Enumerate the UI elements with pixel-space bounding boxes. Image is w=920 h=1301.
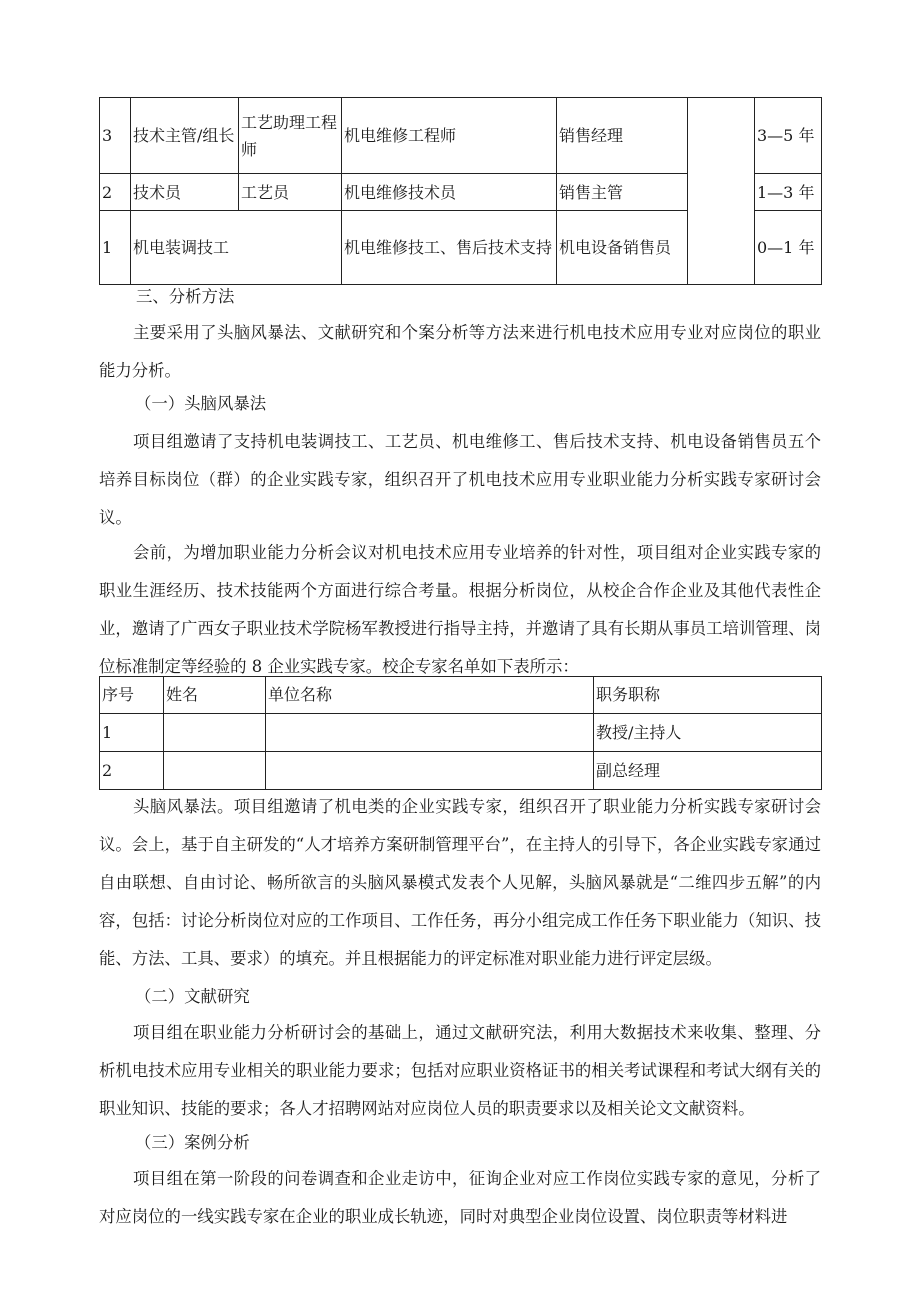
repair-cell: 机电维修技工、售后技术支持 xyxy=(342,211,557,285)
subsection-heading-1: （一）头脑风暴法 xyxy=(135,394,267,413)
repair-cell: 机电维修工程师 xyxy=(342,98,557,174)
sales-cell: 机电设备销售员 xyxy=(557,211,688,285)
repair-cell: 机电维修技术员 xyxy=(342,174,557,211)
table-cell xyxy=(164,752,266,790)
paragraph: 会前，为增加职业能力分析会议对机电技术应用专业培养的针对性，项目组对企业实践专家的职业生涯经历、技术技能两个方面进行综合考量。根据分析岗位，从校企合作企业及其他代表性企业，邀请了广西女子职业技术学院杨军教授进行指导主持，并邀请了具有长期从事员工培训管理、岗位标准制定等经验的 8 企业实践专家。校企专家名单如下表所示： xyxy=(99,543,821,676)
paragraph: 项目组邀请了支持机电装调技工、工艺员、机电维修工、售后技术支持、机电设备销售员五个培养目标岗位（群）的企业实践专家，组织召开了机电技术应用专业职业能力分析实践专家研讨会议。 xyxy=(99,432,821,527)
table-cell xyxy=(266,714,594,752)
table-cell xyxy=(164,714,266,752)
craft-cell: 工艺助理工程师 xyxy=(239,98,342,174)
subsection-heading-3: （三）案例分析 xyxy=(135,1133,250,1152)
table-cell: 教授/主持人 xyxy=(594,714,822,752)
tech-cell: 技术员 xyxy=(131,174,239,211)
career-path-table xyxy=(99,97,822,285)
table-cell: 2 xyxy=(100,752,164,790)
table-row xyxy=(100,752,822,790)
level-cell: 1 xyxy=(100,211,131,285)
column-header: 职务职称 xyxy=(594,677,822,714)
tech-cell: 技术主管/组长 xyxy=(131,98,239,174)
table-row xyxy=(100,714,822,752)
column-header: 姓名 xyxy=(164,677,266,714)
years-cell: 0—1 年 xyxy=(755,211,822,285)
subsection-heading-2: （二）文献研究 xyxy=(135,987,250,1006)
years-cell: 3—5 年 xyxy=(755,98,822,174)
intro-paragraph: 主要采用了头脑风暴法、文献研究和个案分析等方法来进行机电技术应用专业对应岗位的职业能力分析。 xyxy=(99,323,821,380)
years-cell: 1—3 年 xyxy=(755,174,822,211)
level-cell: 2 xyxy=(100,174,131,211)
table-cell: 副总经理 xyxy=(594,752,822,790)
table-cell xyxy=(266,752,594,790)
empty-merged-cell xyxy=(688,98,755,285)
column-header: 序号 xyxy=(100,677,164,714)
expert-list-table xyxy=(99,676,822,790)
sales-cell: 销售主管 xyxy=(557,174,688,211)
sales-cell: 销售经理 xyxy=(557,98,688,174)
section-heading: 三、分析方法 xyxy=(136,287,235,306)
table-header-row xyxy=(100,677,822,714)
level-cell: 3 xyxy=(100,98,131,174)
table-cell: 1 xyxy=(100,714,164,752)
tech-craft-cell: 机电装调技工 xyxy=(131,211,342,285)
paragraph: 头脑风暴法。项目组邀请了机电类的企业实践专家，组织召开了职业能力分析实践专家研讨会议。会上，基于自主研发的“人才培养方案研制管理平台”，在主持人的引导下，各企业实践专家通过自由联想、自由讨论、畅所欲言的头脑风暴模式发表个人见解，头脑风暴就是“二维四步五解”的内容，包括：讨论分析岗位对应的工作项目、工作任务，再分小组完成工作任务下职业能力（知识、技能、方法、工具、要求）的填充。并且根据能力的评定标准对职业能力进行评定层级。 xyxy=(99,797,821,968)
craft-cell: 工艺员 xyxy=(239,174,342,211)
table-row xyxy=(100,98,822,174)
paragraph: 项目组在职业能力分析研讨会的基础上，通过文献研究法，利用大数据技术来收集、整理、分析机电技术应用专业相关的职业能力要求；包括对应职业资格证书的相关考试课程和考试大纲有关的职业知识、技能的要求；各人才招聘网站对应岗位人员的职责要求以及相关论文文献资料。 xyxy=(99,1023,821,1118)
column-header: 单位名称 xyxy=(266,677,594,714)
paragraph: 项目组在第一阶段的问卷调查和企业走访中，征询企业对应工作岗位实践专家的意见，分析了对应岗位的一线实践专家在企业的职业成长轨迹，同时对典型企业岗位设置、岗位职责等材料进 xyxy=(99,1169,821,1226)
